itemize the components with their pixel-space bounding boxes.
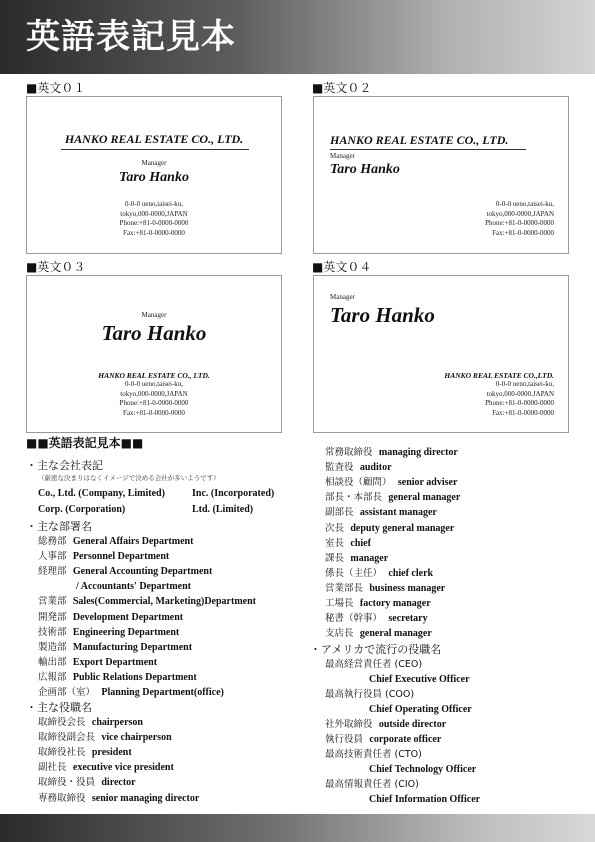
us-title-english: Chief Executive Officer <box>369 674 470 685</box>
term-english: Public Relations Department <box>72 671 197 683</box>
card-position: Manager <box>141 311 167 319</box>
card-address-line: tokyo,000-0000,JAPAN <box>486 389 554 398</box>
term-row <box>38 611 183 624</box>
term-japanese: 取締役副会長 <box>38 732 96 744</box>
term-row <box>325 461 392 474</box>
card-fax: Fax:+81-0-0000-0000 <box>492 228 554 237</box>
card-position: Manager <box>330 293 355 301</box>
term-row <box>325 597 431 610</box>
term-japanese: 製造部 <box>38 641 67 653</box>
us-title-japanese <box>325 688 414 701</box>
card-address-line: 0-0-0 ueno,taisei-ku, <box>495 380 554 388</box>
term-japanese: 係長（主任） <box>325 567 383 579</box>
term-japanese: 人事部 <box>38 551 67 563</box>
term-english: / Accountants' Department <box>76 581 191 593</box>
term-english: assistant manager <box>359 507 437 519</box>
card-address-line: 0-0-0 ueno,taisei-ku, <box>124 380 184 388</box>
term-row <box>38 792 199 805</box>
term-row <box>38 671 197 684</box>
card-phone: Phone:+81-0-0000-0000 <box>119 219 189 227</box>
card-company: HANKO REAL ESTATE CO., LTD. <box>98 371 210 380</box>
card-fax: Fax:+81-0-0000-0000 <box>123 228 185 237</box>
card-name: Taro Hanko <box>330 162 400 177</box>
term-english: secretary <box>388 613 428 625</box>
company-forms-note: （厳密な決まりはなくイメージで決める会社が多いようです） <box>38 474 220 482</box>
business-card-01 <box>26 96 282 254</box>
term-japanese: 部長・本部長 <box>325 492 383 504</box>
company-form-item: Ltd. (Limited) <box>192 504 254 515</box>
term-english: Export Department <box>72 656 158 668</box>
term-japanese: 常務取締役 <box>325 447 373 458</box>
term-english: president <box>91 747 132 759</box>
term-row <box>325 491 460 504</box>
card-company: HANKO REAL ESTATE CO., LTD. <box>330 133 509 147</box>
card-company: HANKO REAL ESTATE CO., LTD. <box>64 132 244 146</box>
term-row <box>38 776 136 789</box>
term-english: managing director <box>378 447 458 458</box>
term-english: senior adviser <box>397 477 458 489</box>
term-row <box>38 746 132 759</box>
term-english: deputy general manager <box>350 522 455 534</box>
card-address-line: tokyo,000-0000,JAPAN <box>120 389 188 398</box>
us-title-english: Chief Information Officer <box>369 794 481 805</box>
term-row <box>38 595 256 608</box>
term-row <box>38 641 192 654</box>
term-japanese: 工場長 <box>325 598 354 609</box>
card-name: Taro Hanko <box>101 321 207 345</box>
card-position: Manager <box>141 159 167 167</box>
sample-label-03: ■英文０３ <box>26 260 86 274</box>
us-title-english: Chief Technology Officer <box>369 764 477 775</box>
card-company: HANKO REAL ESTATE CO.,LTD. <box>444 371 554 380</box>
term-row <box>38 626 179 639</box>
term-japanese: 専務取締役 <box>38 792 86 804</box>
us-title-japanese <box>325 733 441 746</box>
card-address-line: 0-0-0 ueno,taisei-ku, <box>495 200 554 208</box>
term-english: Development Department <box>72 611 184 623</box>
term-japanese: 経理部 <box>38 566 67 578</box>
term-row <box>38 761 174 774</box>
term-row <box>38 731 172 744</box>
term-japanese: 次長 <box>325 522 345 534</box>
card-name: Taro Hanko <box>330 303 435 327</box>
term-english: General Accounting Department <box>72 566 213 578</box>
term-english: Planning Department(office) <box>101 687 224 698</box>
card-phone: Phone:+81-0-0000-0000 <box>485 399 554 407</box>
us-title-japanese <box>325 718 446 731</box>
term-english: general manager <box>359 628 432 640</box>
term-japanese: 副社長 <box>38 762 67 774</box>
term-english: Engineering Department <box>72 626 180 638</box>
term-english: business manager <box>369 582 446 594</box>
term-japanese: 取締役会長 <box>38 717 86 728</box>
term-row <box>325 522 454 535</box>
business-card-03 <box>26 275 282 433</box>
term-english: Manufacturing Department <box>72 641 193 653</box>
card-name: Taro Hanko <box>119 170 189 185</box>
term-japanese: 営業部長 <box>325 582 364 594</box>
term-japanese: 技術部 <box>38 626 67 638</box>
term-japanese: 最高執行役員 (COO) <box>325 689 415 700</box>
term-japanese: 開発部 <box>38 611 67 623</box>
term-japanese: 室長 <box>325 537 345 549</box>
company-form-item: Inc. (Incorporated) <box>192 488 275 499</box>
card-address-line: tokyo,000-0000,JAPAN <box>486 209 554 218</box>
departments-heading: ・主な部署名 <box>26 520 92 533</box>
sample-label-01: ■英文０１ <box>26 81 86 95</box>
term-english: outside director <box>378 719 447 730</box>
reference-title: ■■英語表記見本■■ <box>26 436 144 450</box>
term-japanese: 秘書（幹事） <box>325 613 383 625</box>
term-english: director <box>101 777 136 789</box>
term-english: Sales(Commercial, Marketing)Department <box>72 596 256 608</box>
term-japanese: 執行役員 <box>325 734 364 745</box>
term-row <box>38 656 157 669</box>
term-row <box>38 535 193 548</box>
card-fax: Fax:+81-0-0000-0000 <box>123 408 185 417</box>
business-card-04 <box>313 275 569 433</box>
term-row <box>325 446 458 459</box>
sample-label-04: ■英文０４ <box>312 260 372 274</box>
company-form-item: Corp. (Corporation) <box>38 504 126 515</box>
term-japanese: 最高情報責任者 (CIO) <box>325 779 419 790</box>
term-japanese: 最高経営責任者 (CEO) <box>325 659 423 670</box>
term-japanese: 企画部（室） <box>38 687 96 698</box>
term-row <box>325 476 457 489</box>
term-row <box>38 565 212 578</box>
us-title-english: Chief Operating Officer <box>369 704 472 715</box>
us-title-japanese <box>325 658 422 671</box>
term-english: Personnel Department <box>72 551 170 563</box>
term-japanese: 支店長 <box>325 628 354 640</box>
term-japanese: 社外取締役 <box>325 719 373 730</box>
term-japanese: 課長 <box>325 552 345 564</box>
term-japanese: 相談役（顧問） <box>325 477 392 489</box>
business-card-02 <box>313 96 569 254</box>
card-fax: Fax:+81-0-0000-0000 <box>492 408 554 417</box>
term-japanese: 取締役社長 <box>38 747 86 759</box>
term-row <box>325 506 437 519</box>
titles-heading: ・主な役職名 <box>26 701 92 714</box>
term-row <box>38 716 143 729</box>
term-row <box>325 627 432 640</box>
card-rule <box>61 149 249 150</box>
sample-label-02: ■英文０２ <box>312 81 372 95</box>
company-form-item: Co., Ltd. (Company, Limited) <box>38 488 165 499</box>
term-row <box>38 580 191 593</box>
term-row <box>38 686 224 699</box>
term-english: executive vice president <box>72 762 174 774</box>
term-english: vice chairperson <box>101 732 172 744</box>
term-english: auditor <box>359 462 392 474</box>
term-english: General Affairs Department <box>72 536 194 547</box>
card-address-line: tokyo,000-0000,JAPAN <box>120 209 188 218</box>
term-row <box>325 582 445 595</box>
term-japanese: 取締役・役員 <box>38 777 96 789</box>
card-phone: Phone:+81-0-0000-0000 <box>485 219 554 227</box>
term-english: general manager <box>388 492 461 504</box>
company-forms-heading: ・主な会社表記 <box>26 459 103 472</box>
term-japanese: 最高技術責任者 (CTO) <box>325 749 422 760</box>
card-rule <box>330 149 526 150</box>
term-english: manager <box>350 552 389 564</box>
term-english: chief <box>350 537 371 549</box>
term-row <box>325 537 371 550</box>
term-row <box>325 612 428 625</box>
term-japanese: 広報部 <box>38 671 67 683</box>
term-row <box>38 550 169 563</box>
term-japanese: 監査役 <box>325 462 354 474</box>
footer-bar <box>0 814 595 842</box>
term-japanese: 営業部 <box>38 596 67 608</box>
term-japanese: 副部長 <box>325 507 354 519</box>
term-english: factory manager <box>359 598 431 609</box>
term-english: chief clerk <box>388 567 434 579</box>
term-english: corporate officer <box>369 734 442 745</box>
us-titles-heading: ・アメリカで流行の役職名 <box>310 643 442 656</box>
term-japanese: 輸出部 <box>38 656 67 668</box>
term-row <box>325 552 388 565</box>
term-japanese: 総務部 <box>38 536 67 547</box>
card-position: Manager <box>330 152 355 160</box>
us-title-japanese <box>325 778 419 791</box>
us-title-japanese <box>325 748 422 761</box>
term-row <box>325 567 433 580</box>
card-phone: Phone:+81-0-0000-0000 <box>119 399 189 407</box>
header-banner <box>0 0 595 74</box>
page-title: 英語表記見本 <box>26 17 236 57</box>
term-english: chairperson <box>91 717 143 728</box>
card-address-line: 0-0-0 ueno,taisei-ku, <box>124 200 184 208</box>
term-english: senior managing director <box>91 792 200 804</box>
